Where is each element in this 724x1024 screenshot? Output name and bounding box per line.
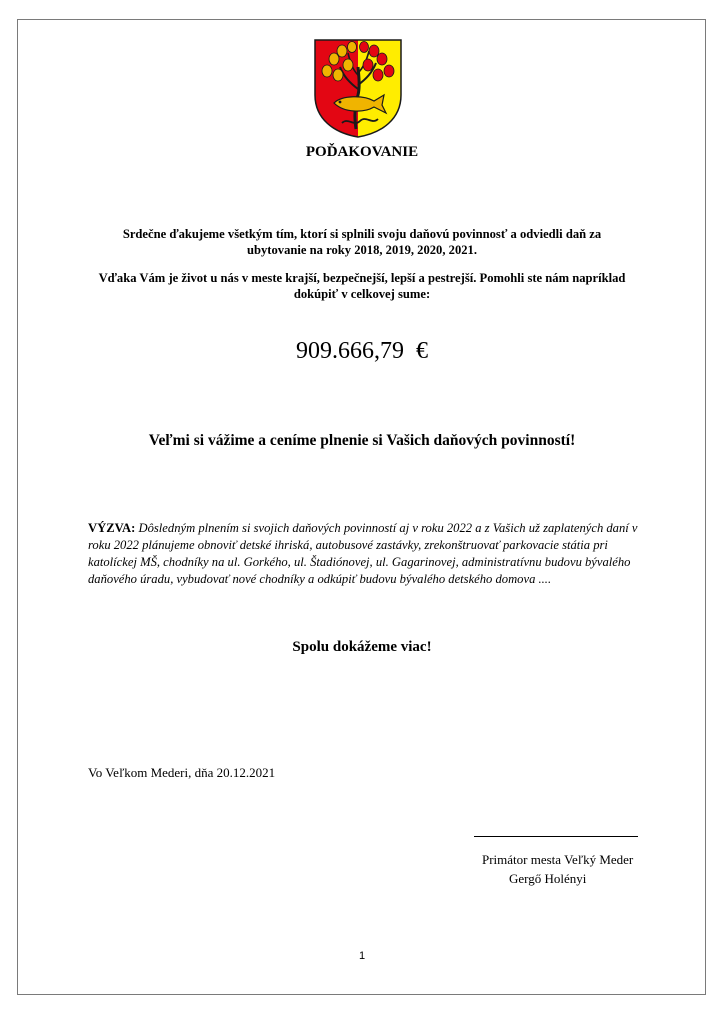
appeal-lead: VÝZVA: xyxy=(88,521,136,535)
document-title: POĎAKOVANIE xyxy=(305,144,419,160)
place-and-date: Vo Veľkom Mederi, dňa 20.12.2021 xyxy=(88,765,276,780)
page-number: 1 xyxy=(358,950,366,962)
signatory-title: Primátor mesta Veľký Meder xyxy=(482,852,634,867)
coat-of-arms-icon xyxy=(312,37,404,139)
thanks-statement: Veľmi si vážime a ceníme plnenie si Vašich daňových povinností! xyxy=(148,432,576,449)
total-amount: 909.666,79 € xyxy=(296,338,428,364)
intro-paragraph-1: Srdečne ďakujeme všetkým tím, ktorí si splnili svoju daňovú povinnosť a odviedli daň za ubytovanie na roky 2018, 2019, 2020, 2021. xyxy=(122,227,602,257)
appeal-paragraph xyxy=(88,520,658,588)
signatory-name: Gergő Holényi xyxy=(509,871,587,886)
signature-line xyxy=(474,836,638,837)
intro-paragraph-2: Vďaka Vám je život u nás v meste krajší, bezpečnejší, lepší a pestrejší. Pomohli ste nám napríklad dokúpiť v celkovej sume: xyxy=(98,271,626,301)
closing-slogan: Spolu dokážeme viac! xyxy=(292,639,432,655)
page-border xyxy=(17,19,706,995)
appeal-body: Dôsledným plnením si svojich daňových povinností aj v roku 2022 a z Vašich už zaplatených daní v roku 2022 plánujeme obnoviť detské ihriská, autobusové zastávky, zrekonštruovať parkovacie státia pri katolíckej MŠ, chodníky na ul. Gorkého, ul. Štadiónovej, ul. Gagarinovej, administratívnu budovu bývalého daňového úradu, vybudovať nové chodníky a odkúpiť budovu bývalého detského domova .... xyxy=(88,521,638,586)
